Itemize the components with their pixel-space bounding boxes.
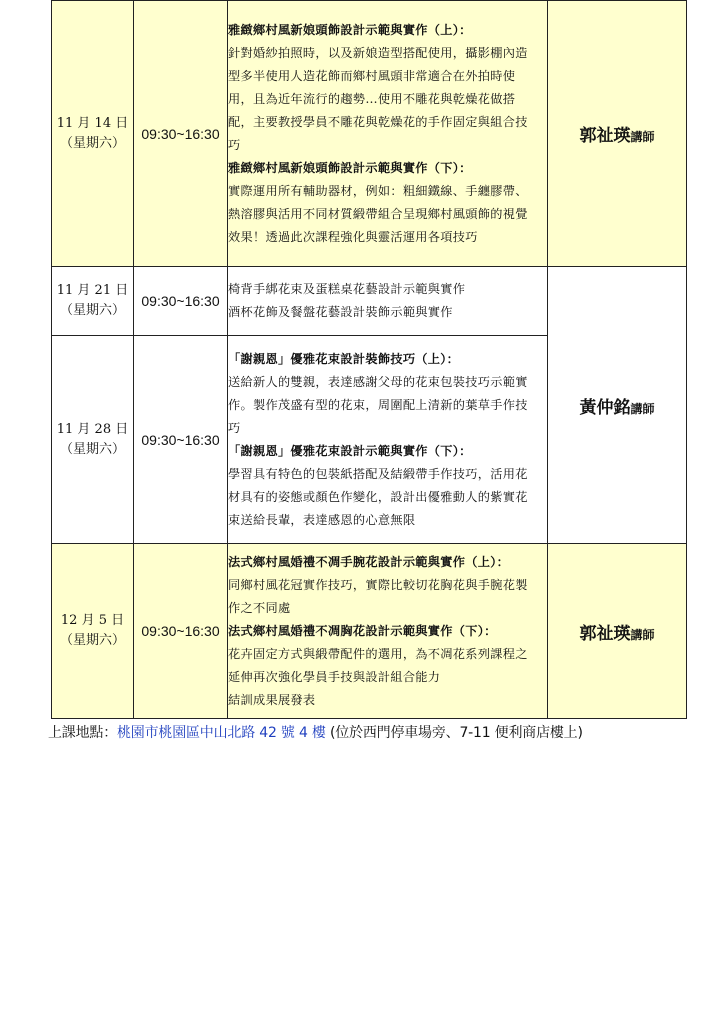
weekday-text: （星期六） [59, 135, 125, 151]
content-line: 針對婚紗拍照時，以及新娘造型搭配使用，攝影棚內造 [228, 45, 528, 60]
teacher-title: 講師 [630, 627, 655, 642]
content-line: 同鄉村風花冠實作技巧，實際比較切花胸花與手腕花製 [228, 577, 528, 592]
content-line: 用，且為近年流行的趨勢…使用不雕花與乾燥花做搭 [228, 91, 516, 106]
teacher-cell [548, 1, 687, 267]
time-cell: 09:30~16:30 [134, 336, 228, 544]
content-line: 熱溶膠與活用不同材質緞帶組合呈現鄉村風頭飾的視覺 [228, 206, 528, 221]
teacher-title: 講師 [630, 401, 655, 416]
schedule-row [52, 267, 687, 336]
content-line: 作之不同處 [228, 600, 291, 615]
session-heading: 法式鄉村風婚禮不凋胸花設計示範與實作（下）： [228, 623, 497, 638]
session-heading: 雅緻鄉村風新娘頭飾設計示範與實作（上）： [228, 22, 472, 37]
weekday-text: （星期六） [59, 303, 125, 318]
date-cell [52, 336, 134, 544]
location-note: (位於西門停車場旁、7-11 便利商店樓上) [330, 725, 583, 741]
weekday-text: （星期六） [59, 441, 125, 457]
date-text: 11 月 14 日 [56, 115, 129, 131]
content-line: 效果！透過此次課程強化與靈活運用各項技巧 [228, 229, 478, 244]
content-line: 椅背手綁花束及蛋糕桌花藝設計示範與實作 [228, 282, 466, 296]
content-cell [228, 1, 548, 267]
location-label: 上課地點： [48, 725, 117, 741]
session-heading: 「謝親恩」優雅花束設計裝飾技巧（上）： [228, 351, 460, 366]
weekday-text: （星期六） [59, 633, 125, 648]
content-cell [228, 267, 548, 336]
content-line: 束送給長輩，表達感恩的心意無限 [228, 512, 416, 527]
content-line: 學習具有特色的包裝紙搭配及結緞帶手作技巧，活用花 [228, 466, 528, 481]
date-cell [52, 544, 134, 719]
content-line: 巧 [228, 420, 241, 435]
content-line: 型多半使用人造花飾而鄉村風頭非常適合在外拍時使 [228, 68, 516, 83]
date-cell [52, 1, 134, 267]
teacher-cell [548, 544, 687, 719]
content-line: 結訓成果展發表 [228, 692, 316, 707]
content-line: 酒杯花飾及餐盤花藝設計裝飾示範與實作 [228, 305, 453, 319]
content-line: 延伸再次強化學員手技與設計組合能力 [228, 669, 441, 684]
content-line: 送給新人的雙親，表達感謝父母的花束包裝技巧示範實 [228, 374, 528, 389]
course-schedule-table [51, 0, 687, 719]
time-cell: 09:30~16:30 [134, 1, 228, 267]
class-location [48, 722, 583, 742]
date-text: 11 月 28 日 [56, 421, 129, 437]
session-heading: 法式鄉村風婚禮不凋手腕花設計示範與實作（上）： [228, 554, 510, 569]
date-text: 12 月 5 日 [60, 613, 125, 628]
location-address: 桃園市桃園區中山北路 42 號 4 樓 [117, 725, 326, 741]
date-text: 11 月 21 日 [56, 283, 129, 298]
schedule-row [52, 1, 687, 267]
content-line: 巧 [228, 137, 241, 152]
date-cell [52, 267, 134, 336]
teacher-name: 郭祉瑛 [579, 623, 631, 644]
content-line: 配，主要教授學員不雕花與乾燥花的手作固定與組合技 [228, 114, 528, 129]
teacher-name: 黃仲銘 [579, 397, 631, 418]
teacher-name: 郭祉瑛 [579, 126, 631, 146]
teacher-title: 講師 [630, 130, 655, 144]
session-heading: 「謝親恩」優雅花束設計示範與實作（下）： [228, 443, 472, 458]
content-line: 材具有的姿態或顏色作變化，設計出優雅動人的紫實花 [228, 489, 528, 504]
content-cell [228, 544, 548, 719]
teacher-cell [548, 267, 687, 544]
content-line: 實際運用所有輔助器材，例如：粗細鐵線、手纏膠帶、 [228, 183, 528, 198]
session-heading: 雅緻鄉村風新娘頭飾設計示範與實作（下）： [228, 160, 472, 175]
content-cell [228, 336, 548, 544]
content-line: 花卉固定方式與緞帶配件的選用，為不凋花系列課程之 [228, 646, 528, 661]
content-line: 作。製作茂盛有型的花束，周圍配上清新的葉草手作技 [228, 397, 528, 412]
schedule-row [52, 544, 687, 719]
time-cell: 09:30~16:30 [134, 544, 228, 719]
time-cell: 09:30~16:30 [134, 267, 228, 336]
